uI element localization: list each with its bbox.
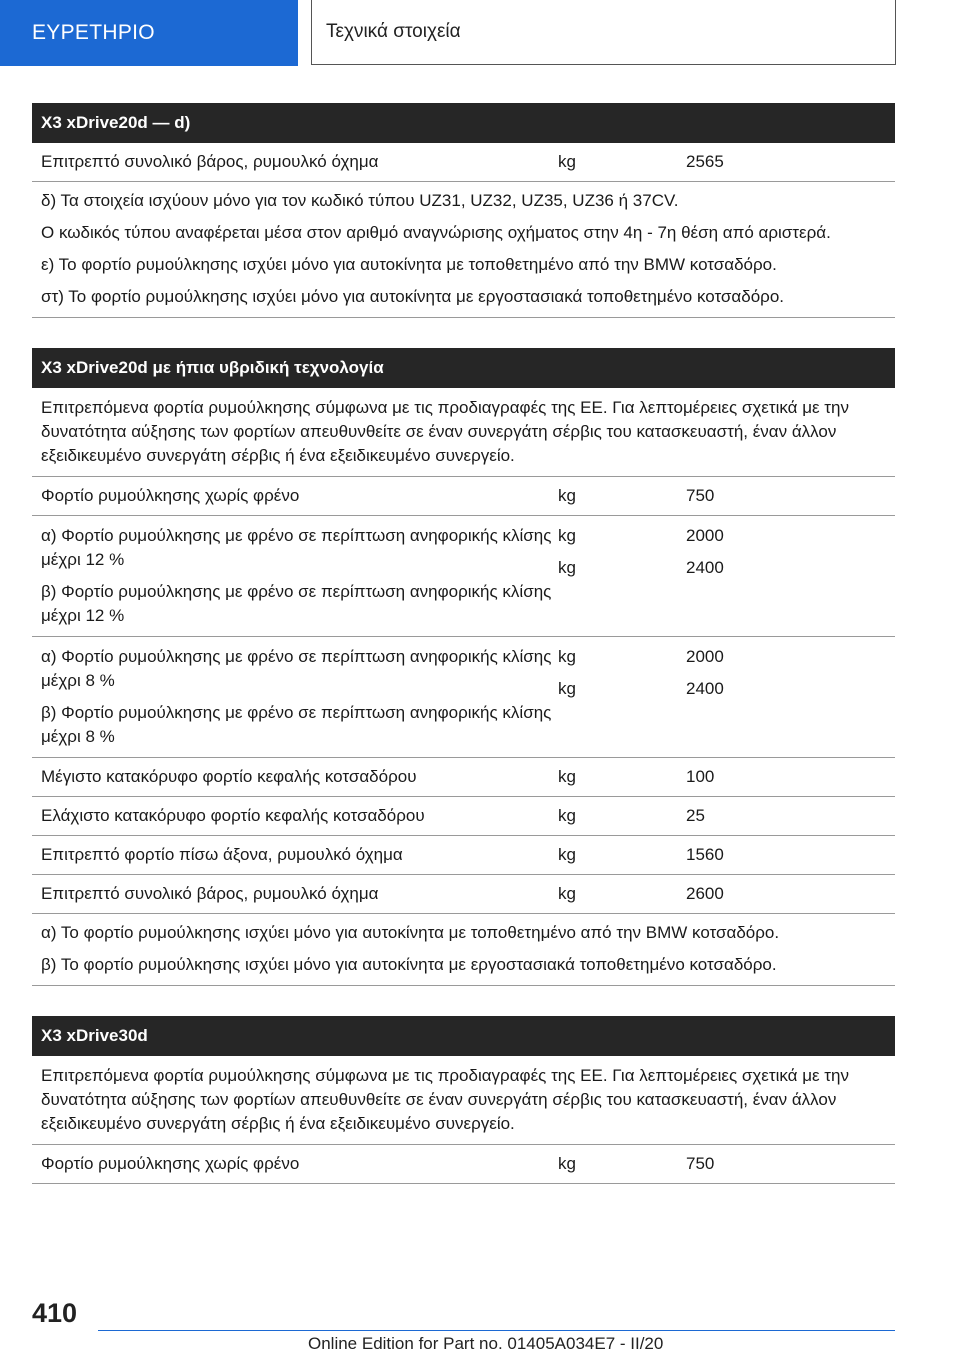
spec-label: Μέγιστο κατακόρυφο φορτίο κεφαλής κοτσαδόρου (41, 767, 417, 786)
footnotes (32, 182, 895, 318)
spec-label-line: β) Φορτίο ρυμούλκησης με φρένο σε περίπτωση ανηφορικής κλίσης μέχρι 8 % (41, 703, 552, 746)
spec-unit-line: kg (558, 679, 576, 698)
edition-link[interactable]: Online Edition for Part no. 01405A034E7 - II/20 (308, 1334, 664, 1353)
chapter-title: Τεχνικά στοιχεία (311, 0, 896, 65)
footnotes (32, 914, 895, 986)
table-row (32, 637, 895, 758)
spec-label: Φορτίο ρυμούλκησης χωρίς φρένο (41, 486, 300, 505)
section-header: X3 xDrive30d (32, 1016, 895, 1056)
spec-content (32, 103, 895, 1184)
footnote: α) Το φορτίο ρυμούλκησης ισχύει μόνο για αυτοκίνητα με τοποθετημένο από την BMW κοτσαδόρο. (41, 923, 780, 942)
table-row (32, 836, 895, 875)
intro-text: Επιτρεπόμενα φορτία ρυμούλκησης σύμφωνα με τις προδιαγραφές της ΕΕ. Για λεπτομέρειες σχετικά με την δυνατότητα αύξησης των φορτίων απευθυνθείτε σε έναν συνεργάτη σέρβις του κατασκευαστή, έναν άλλον εξειδικευμένο συνεργάτη σέρβις ή ένα εξειδικευμένο συνεργείο. (41, 1066, 849, 1133)
spec-value-line: 2400 (686, 558, 724, 577)
table-row (32, 516, 895, 637)
table-row (32, 1145, 895, 1184)
spec-unit: kg (558, 767, 576, 786)
table-row (32, 875, 895, 914)
spec-value-line: 2000 (686, 526, 724, 545)
footer-divider (98, 1330, 895, 1331)
section-header: X3 xDrive20d — d) (32, 103, 895, 143)
spec-label: Ελάχιστο κατακόρυφο φορτίο κεφαλής κοτσαδόρου (41, 806, 425, 825)
intro-text: Επιτρεπόμενα φορτία ρυμούλκησης σύμφωνα με τις προδιαγραφές της ΕΕ. Για λεπτομέρειες σχετικά με την δυνατότητα αύξησης των φορτίων απευθυνθείτε σε έναν συνεργάτη σέρβις του κατασκευαστή, έναν άλλον εξειδικευμένο συνεργάτη σέρβις ή ένα εξειδικευμένο συνεργείο. (41, 398, 849, 465)
spec-value: 2600 (686, 884, 724, 903)
spec-unit: kg (558, 806, 576, 825)
section-header: X3 xDrive20d με ήπια υβριδική τεχνολογία (32, 348, 895, 388)
spec-value (686, 637, 895, 757)
spec-value: 750 (686, 1154, 715, 1173)
footnote: Ο κωδικός τύπου αναφέρεται μέσα στον αριθμό αναγνώρισης οχήματος στην 4η - 7η θέση από αριστερά. (41, 223, 831, 242)
section-intro (32, 388, 895, 477)
spec-label: Επιτρεπτό συνολικό βάρος, ρυμουλκό όχημα (41, 884, 379, 903)
spec-label (32, 637, 558, 757)
spec-unit-line: kg (558, 558, 576, 577)
footnote: στ) Το φορτίο ρυμούλκησης ισχύει μόνο για αυτοκίνητα με εργοστασιακά τοποθετημένο κοτσαδόρο. (41, 287, 785, 306)
spec-unit: kg (558, 486, 576, 505)
spec-value: 1560 (686, 845, 724, 864)
top-navigation (0, 0, 960, 66)
spec-unit (558, 516, 686, 636)
spec-value: 100 (686, 767, 715, 786)
spec-label-line: α) Φορτίο ρυμούλκησης με φρένο σε περίπτωση ανηφορικής κλίσης μέχρι 12 % (41, 526, 552, 569)
footnote: δ) Τα στοιχεία ισχύουν μόνο για τον κωδικό τύπου UZ31, UZ32, UZ35, UZ36 ή 37CV. (41, 191, 679, 210)
footnote: β) Το φορτίο ρυμούλκησης ισχύει μόνο για αυτοκίνητα με εργοστασιακά τοποθετημένο κοτσαδόρο. (41, 955, 777, 974)
spec-label: Επιτρεπτό συνολικό βάρος, ρυμουλκό όχημα (41, 152, 379, 171)
spec-value-line: 2400 (686, 679, 724, 698)
spec-unit: kg (558, 1154, 576, 1173)
table-row (32, 758, 895, 797)
spec-value (686, 516, 895, 636)
spec-value-line: 2000 (686, 647, 724, 666)
spec-label (32, 516, 558, 636)
section-intro (32, 1056, 895, 1145)
spec-unit-line: kg (558, 526, 576, 545)
spec-label-line: β) Φορτίο ρυμούλκησης με φρένο σε περίπτωση ανηφορικής κλίσης μέχρι 12 % (41, 582, 552, 625)
spec-unit: kg (558, 884, 576, 903)
spec-unit: kg (558, 152, 576, 171)
spec-value: 2565 (686, 152, 724, 171)
footnote: ε) Το φορτίο ρυμούλκησης ισχύει μόνο για αυτοκίνητα με τοποθετημένο από την BMW κοτσαδόρο. (41, 255, 777, 274)
table-row (32, 143, 895, 182)
spec-label: Επιτρεπτό φορτίο πίσω άξονα, ρυμουλκό όχημα (41, 845, 403, 864)
spec-label: Φορτίο ρυμούλκησης χωρίς φρένο (41, 1154, 300, 1173)
spec-value: 25 (686, 806, 705, 825)
table-row (32, 477, 895, 516)
page-number: 410 (32, 1298, 78, 1328)
spec-label-line: α) Φορτίο ρυμούλκησης με φρένο σε περίπτωση ανηφορικής κλίσης μέχρι 8 % (41, 647, 552, 690)
table-row (32, 797, 895, 836)
spec-unit-line: kg (558, 647, 576, 666)
spec-unit (558, 637, 686, 757)
index-tab[interactable]: ΕΥΡΕΤΗΡΙΟ (0, 0, 298, 66)
spec-unit: kg (558, 845, 576, 864)
spec-value: 750 (686, 486, 715, 505)
